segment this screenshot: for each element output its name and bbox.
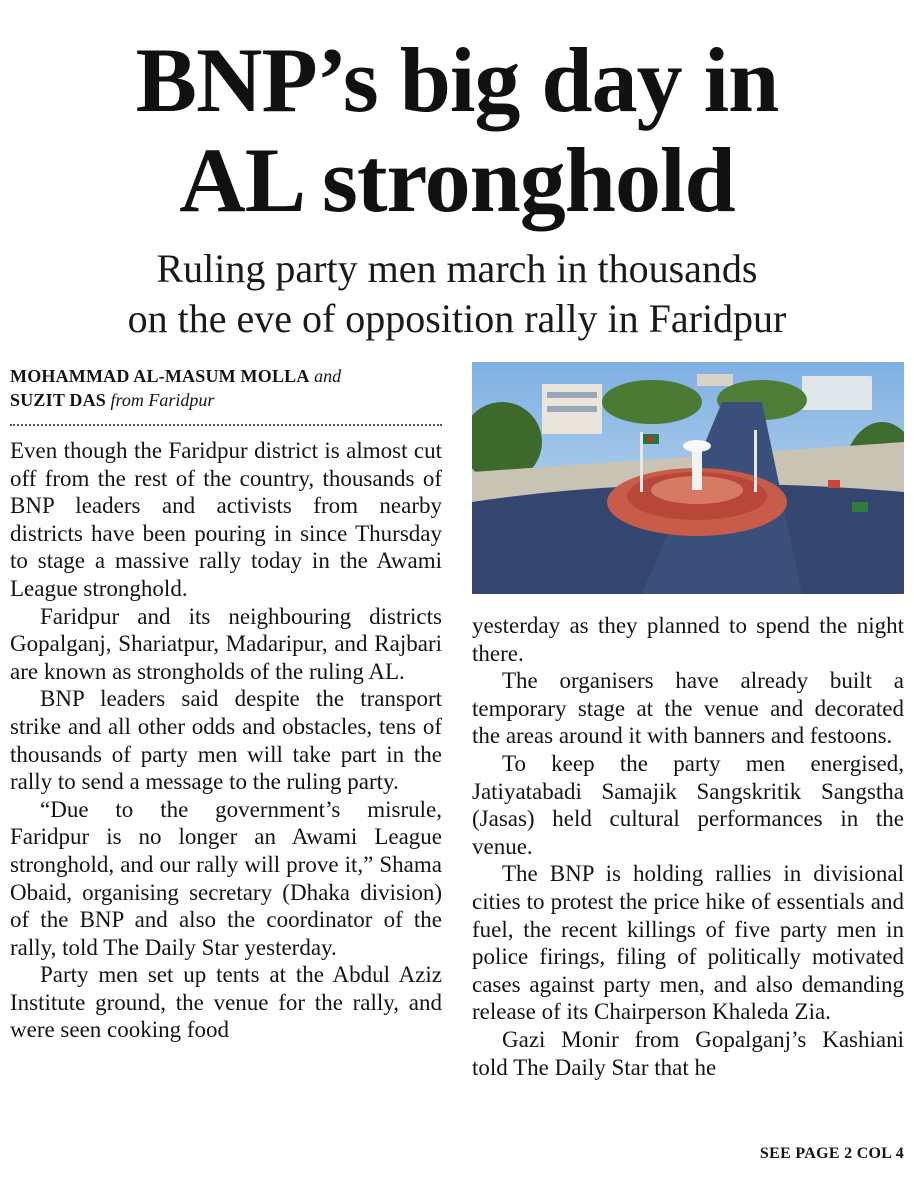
byline-location: from Faridpur (110, 390, 215, 410)
byline-author-2: SUZIT DAS (10, 390, 107, 410)
byline (10, 364, 442, 412)
byline-author-1: MOHAMMAD AL-MASUM MOLLA (10, 366, 310, 386)
article-paragraph: Party men set up tents at the Abdul Aziz Institute ground, the venue for the rally, and were seen cooking food (10, 962, 442, 1043)
article-paragraph: Even though the Faridpur district is almost cut off from the rest of the country, thousands of BNP leaders and activists from nearby districts have been pouring in since Thursday to stage a massive rally today in the Awami League stronghold. (10, 438, 442, 601)
byline-divider (10, 424, 442, 426)
article-left-column (10, 437, 442, 1044)
article-photo (472, 362, 904, 594)
subheadline-line-1: Ruling party men march in thousands (156, 246, 758, 291)
roundabout-photo-illustration (472, 362, 904, 594)
headline-line-1: BNP’s big day in (135, 29, 779, 131)
article-paragraph: Faridpur and its neighbouring districts Gopalganj, Shariatpur, Madaripur, and Rajbari are known as strongholds of the ruling AL. (10, 603, 442, 684)
article-paragraph: The BNP is holding rallies in divisional cities to protest the price hike of essentials and fuel, the recent killings of five party men in police firings, filing of politically motivated cases against party men, and also demanding release of its Chairperson Khaleda Zia. (472, 861, 904, 1025)
subheadline (0, 244, 914, 344)
byline-connector: and (314, 366, 342, 386)
article-right-column (472, 612, 904, 1081)
subheadline-line-2: on the eve of opposition rally in Faridpur (127, 296, 787, 341)
article-paragraph: BNP leaders said despite the transport strike and all other odds and obstacles, tens of thousands of party men will take part in the rally to send a message to the ruling party. (10, 686, 442, 795)
article-paragraph: To keep the party men energised, Jatiyatabadi Samajik Sangskritik Sangstha (Jasas) held cultural performances in the venue. (472, 750, 904, 859)
jump-line[interactable]: SEE PAGE 2 COL 4 (759, 1145, 904, 1162)
article-paragraph: Gazi Monir from Gopalganj’s Kashiani told The Daily Star that he (472, 1026, 904, 1080)
headline-line-2: AL stronghold (179, 129, 735, 231)
article-paragraph: “Due to the government’s misrule, Faridpur is no longer an Awami League stronghold, and our rally will prove it,” Shama Obaid, organising secretary (Dhaka division) of the BNP and also the coordinator of the rally, told The Daily Star yesterday. (10, 796, 442, 960)
article-paragraph: yesterday as they planned to spend the night there. (472, 613, 904, 666)
article-paragraph: The organisers have already built a temporary stage at the venue and decorated the areas around it with banners and festoons. (472, 668, 904, 749)
headline (0, 30, 914, 230)
